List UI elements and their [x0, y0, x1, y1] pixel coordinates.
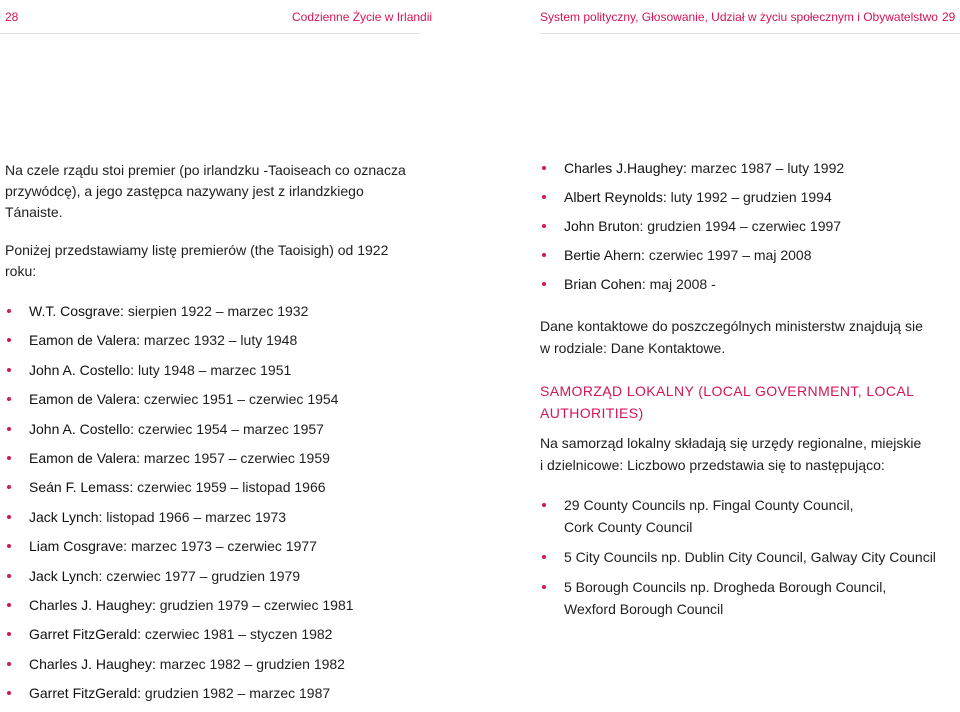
council-line-1: 5 Borough Councils np. Drogheda Borough Council, [564, 579, 887, 595]
premier-list-item [5, 389, 415, 409]
bullet-icon [7, 603, 11, 607]
bullet-icon [7, 662, 11, 666]
bullet-icon [7, 309, 11, 313]
premier-term: grudzien 1982 – marzec 1987 [144, 685, 331, 702]
premier-list-item [540, 216, 955, 236]
bullet-icon [542, 282, 546, 286]
bullet-icon [7, 456, 11, 460]
premier-list-item [5, 330, 415, 350]
premier-list-item [5, 566, 415, 586]
premier-list-item [5, 360, 415, 380]
premier-name: Eamon de Valera: [29, 449, 141, 466]
premier-list-item [540, 187, 955, 207]
contacts-line-2: w rodziale: Dane Kontaktowe. [540, 340, 726, 356]
premiers-list-intro: Poniżej przedstawiamy listę premierów (the Taoisigh) od 1922 roku: [5, 242, 389, 279]
right-header-rule [540, 33, 960, 34]
premier-list-item [540, 274, 955, 294]
bullet-icon [7, 515, 11, 519]
premier-list-item [5, 477, 415, 497]
section-text-line-2: i dzielnicowe: Liczbowo przedstawia się to następująco: [540, 457, 885, 473]
premier-name: Bertie Ahern: [564, 247, 645, 263]
premier-term: czerwiec 1997 – maj 2008 [648, 247, 812, 263]
premier-name: Charles J.Haughey: [564, 160, 687, 176]
premier-term: listopad 1966 – marzec 1973 [106, 508, 287, 525]
right-page-number: 29 [942, 10, 956, 24]
premier-name: W.T. Cosgrave: [29, 303, 124, 319]
premier-list-item [5, 301, 415, 321]
bullet-icon [542, 503, 546, 507]
premier-name: Brian Cohen: [564, 276, 646, 292]
council-line-1: 5 City Councils np. Dublin City Council, Galway City Council [564, 549, 936, 565]
left-page-number: 28 [5, 10, 19, 24]
premier-term: maj 2008 - [649, 276, 716, 292]
bullet-icon [7, 544, 11, 548]
bullet-icon [7, 427, 11, 431]
intro-paragraph: Na czele rządu stoi premier (po irlandzku -Taoiseach co oznacza przywódcę), a jego zastępca nazywany jest z irlandzkiego Tánaiste. [5, 162, 406, 220]
council-line-2: Cork County Council [564, 519, 693, 535]
bullet-icon [542, 166, 546, 170]
premier-list-item [5, 448, 415, 468]
premier-term: marzec 1982 – grudzien 1982 [159, 655, 345, 672]
bullet-icon [7, 485, 11, 489]
local-government-heading [540, 380, 955, 424]
premier-term: luty 1948 – marzec 1951 [137, 361, 292, 378]
premier-name: John A. Costello: [29, 420, 135, 437]
premier-name: John Bruton: [564, 218, 644, 234]
premier-name: Eamon de Valera: [29, 332, 141, 349]
council-list-item [540, 494, 955, 538]
premier-list-item [5, 624, 415, 644]
heading-line-2: AUTHORITIES) [540, 405, 644, 421]
premier-list-item [5, 419, 415, 439]
left-header-rule [0, 33, 420, 34]
bullet-icon [7, 574, 11, 578]
premier-name: Seán F. Lemass: [29, 479, 134, 496]
premier-name: Jack Lynch: [29, 508, 103, 525]
premiers-list-continued [540, 158, 955, 294]
bullet-icon [7, 691, 11, 695]
premier-list-item [540, 245, 955, 265]
council-line-2: Wexford Borough Council [564, 601, 724, 617]
premier-term: grudzien 1994 – czerwiec 1997 [647, 218, 842, 234]
bullet-icon [542, 555, 546, 559]
council-list-item [540, 576, 955, 620]
premier-term: czerwiec 1959 – listopad 1966 [137, 479, 326, 496]
premier-name: Charles J. Haughey: [29, 655, 156, 672]
premier-list-item [5, 507, 415, 527]
premier-list-item [5, 654, 415, 674]
premier-term: marzec 1932 – luty 1948 [143, 332, 298, 349]
premier-name: Albert Reynolds: [564, 189, 667, 205]
premier-term: sierpien 1922 – marzec 1932 [127, 303, 309, 319]
right-running-title: System polityczny, Głosowanie, Udział w życiu społecznym i Obywatelstwo [540, 10, 938, 24]
premier-term: czerwiec 1951 – czerwiec 1954 [143, 391, 339, 408]
premier-term: marzec 1973 – czerwiec 1977 [130, 538, 317, 555]
councils-list [540, 494, 955, 620]
premier-name: Jack Lynch: [29, 567, 103, 584]
contacts-line-1: Dane kontaktowe do poszczególnych ministerstw znajdują sie [540, 318, 923, 334]
premier-list-item [5, 683, 415, 703]
premiers-list [5, 301, 415, 703]
premier-list-item [540, 158, 955, 178]
bullet-icon [7, 397, 11, 401]
bullet-icon [542, 253, 546, 257]
contacts-paragraph [540, 315, 955, 359]
council-list-item [540, 546, 955, 568]
premier-name: Liam Cosgrave: [29, 538, 128, 555]
section-text-line-1: Na samorząd lokalny składają się urzędy regionalne, miejskie [540, 435, 922, 451]
premier-term: marzec 1957 – czerwiec 1959 [143, 449, 330, 466]
right-column [540, 158, 955, 628]
premier-list-item [5, 536, 415, 556]
premier-term: czerwiec 1981 – styczen 1982 [144, 626, 333, 643]
premier-list-item [5, 595, 415, 615]
local-government-paragraph [540, 432, 955, 476]
left-running-title: Codzienne Życie w Irlandii [292, 10, 433, 24]
bullet-icon [7, 338, 11, 342]
bullet-icon [542, 224, 546, 228]
premier-name: Garret FitzGerald: [29, 626, 142, 643]
premier-term: grudzien 1979 – czerwiec 1981 [159, 596, 354, 613]
left-column [5, 160, 415, 712]
premier-term: czerwiec 1977 – grudzien 1979 [106, 567, 301, 584]
premier-term: luty 1992 – grudzien 1994 [670, 189, 832, 205]
premier-name: Eamon de Valera: [29, 391, 141, 408]
bullet-icon [7, 632, 11, 636]
premier-name: John A. Costello: [29, 361, 135, 378]
premier-name: Garret FitzGerald: [29, 685, 142, 702]
council-line-1: 29 County Councils np. Fingal County Council, [564, 497, 854, 513]
heading-line-1: SAMORZĄD LOKALNY (LOCAL GOVERNMENT, LOCAL [540, 383, 915, 399]
premier-name: Charles J. Haughey: [29, 596, 156, 613]
bullet-icon [542, 195, 546, 199]
bullet-icon [7, 368, 11, 372]
bullet-icon [542, 585, 546, 589]
premier-term: marzec 1987 – luty 1992 [690, 160, 845, 176]
premier-term: czerwiec 1954 – marzec 1957 [137, 420, 324, 437]
